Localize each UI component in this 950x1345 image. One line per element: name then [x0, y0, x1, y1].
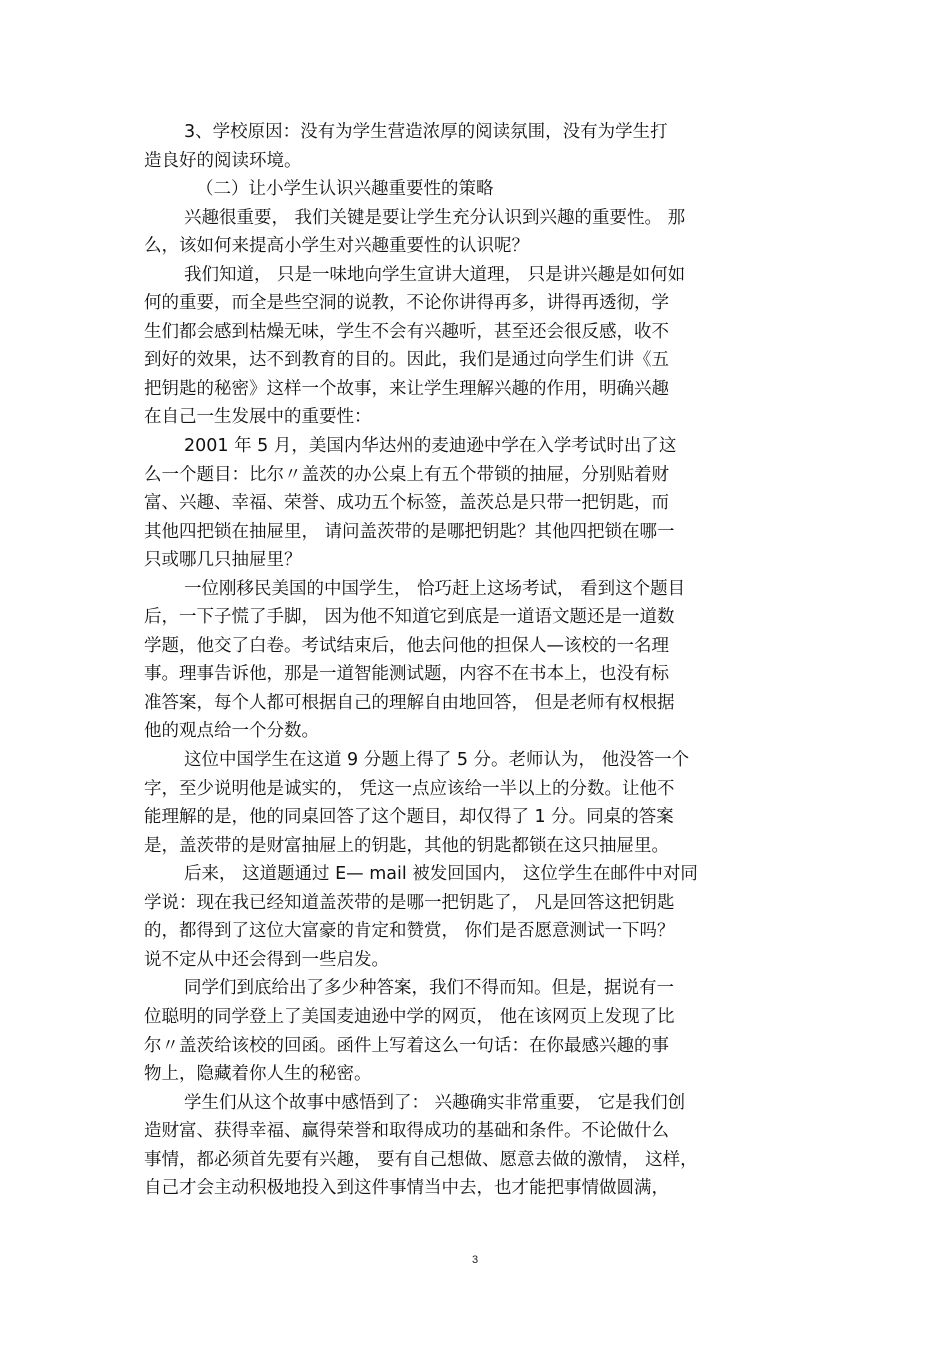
paragraph-line: 学题，他交了白卷。考试结束后，他去问他的担保人—该校的一名理: [144, 635, 669, 656]
paragraph-line: 造良好的阅读环境。: [144, 150, 302, 171]
body-text: [144, 118, 810, 1203]
section-heading: （二）让小学生认识兴趣重要性的策略: [196, 179, 494, 200]
paragraph-line: 么一个题目：比尔〃盖茨的办公桌上有五个带锁的抽屉，分别贴着财: [144, 464, 669, 485]
paragraph-line: 何的重要，而全是些空洞的说教，不论你讲得再多，讲得再透彻，学: [144, 293, 669, 314]
paragraph-line: 3、学校原因：没有为学生营造浓厚的阅读氛围，没有为学生打: [184, 122, 668, 142]
paragraph-line: 把钥匙的秘密》这样一个故事，来让学生理解兴趣的作用，明确兴趣: [144, 378, 669, 399]
paragraph-line: 一位刚移民美国的中国学生， 恰巧赶上这场考试， 看到这个题目: [184, 578, 686, 599]
paragraph-line: 后，一下子慌了手脚， 因为他不知道它到底是一道语文题还是一道数: [144, 607, 675, 628]
paragraph-line: 说不定从中还会得到一些启发。: [144, 949, 389, 970]
paragraph-line: 学说：现在我已经知道盖茨带的是哪一把钥匙了， 凡是回答这把钥匙: [144, 892, 675, 913]
paragraph-line: 在自己一生发展中的重要性：: [144, 407, 372, 428]
paragraph-line: 是，盖茨带的是财富抽屉上的钥匙，其他的钥匙都锁在这只抽屉里。: [144, 835, 669, 856]
paragraph-line: 字，至少说明他是诚实的， 凭这一点应该给一半以上的分数。让他不: [144, 778, 675, 799]
paragraph-line: 学生们从这个故事中感悟到了： 兴趣确实非常重要， 它是我们创: [184, 1092, 686, 1113]
paragraph-line: 事。理事告诉他，那是一道智能测试题，内容不在书本上，也没有标: [144, 664, 669, 685]
paragraph-line: 其他四把锁在抽屉里， 请问盖茨带的是哪把钥匙？其他四把锁在哪一: [144, 521, 675, 542]
paragraph-line: 同学们到底给出了多少种答案，我们不得而知。但是，据说有一: [184, 978, 674, 999]
paragraph-line: 物上，隐藏着你人生的秘密。: [144, 1064, 372, 1085]
paragraph-line: 位聪明的同学登上了美国麦迪逊中学的网页， 他在该网页上发现了比: [144, 1006, 675, 1027]
page-number: 3: [471, 1254, 479, 1266]
paragraph-line: 能理解的是，他的同桌回答了这个题目，却仅得了 1 分。同桌的答案: [144, 807, 674, 828]
paragraph-line: 这位中国学生在这道 9 分题上得了 5 分。老师认为， 他没答一个: [184, 750, 690, 771]
paragraph-line: 准答案，每个人都可根据自己的理解自由地回答， 但是老师有权根据: [144, 692, 675, 713]
paragraph-line: 2001 年 5 月，美国内华达州的麦迪逊中学在入学考试时出了这: [184, 436, 677, 457]
paragraph-line: 自己才会主动积极地投入到这件事情当中去，也才能把事情做圆满，: [144, 1178, 669, 1199]
paragraph-line: 兴趣很重要， 我们关键是要让学生充分认识到兴趣的重要性。 那: [184, 207, 686, 228]
paragraph-line: 我们知道， 只是一味地向学生宣讲大道理， 只是讲兴趣是如何如: [184, 264, 686, 285]
paragraph-line: 只或哪几只抽屉里？: [144, 550, 302, 571]
paragraph-line: 造财富、获得幸福、赢得荣誉和取得成功的基础和条件。不论做什么: [144, 1121, 669, 1142]
paragraph-line: 富、兴趣、幸福、荣誉、成功五个标签，盖茨总是只带一把钥匙，而: [144, 493, 669, 514]
paragraph-line: 后来， 这道题通过 E— mail 被发回国内， 这位学生在邮件中对同: [184, 864, 698, 885]
paragraph-line: 他的观点给一个分数。: [144, 721, 319, 742]
paragraph-line: 事情，都必须首先要有兴趣， 要有自己想做、愿意去做的激情， 这样，: [144, 1149, 698, 1170]
paragraph-line: 么，该如何来提高小学生对兴趣重要性的认识呢？: [144, 236, 529, 257]
paragraph-line: 生们都会感到枯燥无味，学生不会有兴趣听，甚至还会很反感，收不: [144, 321, 669, 342]
paragraph-line: 的，都得到了这位大富豪的肯定和赞赏， 你们是否愿意测试一下吗？: [144, 921, 675, 942]
paragraph-line: 到好的效果，达不到教育的目的。因此，我们是通过向学生们讲《五: [144, 350, 669, 371]
paragraph-line: 尔〃盖茨给该校的回函。函件上写着这么一句话：在你最感兴趣的事: [144, 1035, 669, 1056]
